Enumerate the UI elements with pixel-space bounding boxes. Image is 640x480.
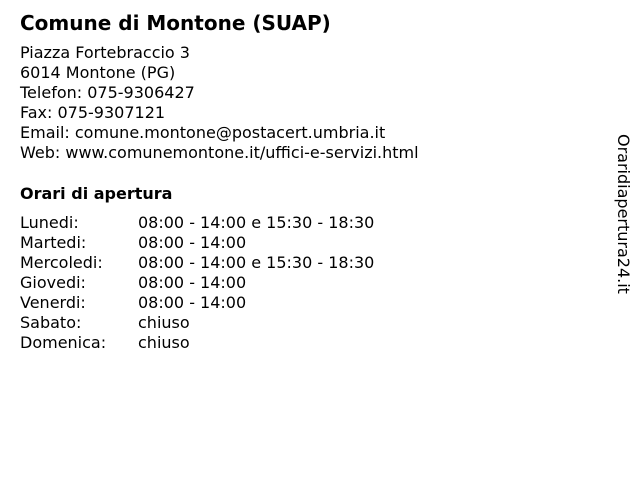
day-label: Sabato:: [20, 313, 82, 332]
hours-row-mercoledi: [20, 253, 374, 273]
day-label: Giovedi:: [20, 273, 86, 292]
hours-value: 08:00 - 14:00: [138, 233, 247, 252]
opening-hours-table: [20, 213, 374, 353]
website-url: Web: www.comunemontone.it/uffici-e-servizi.html: [20, 143, 419, 162]
hours-row-lunedi: [20, 213, 374, 233]
hours-value: 08:00 - 14:00: [138, 293, 247, 312]
fax-number: Fax: 075-9307121: [20, 103, 166, 122]
day-label: Mercoledi:: [20, 253, 103, 272]
email-address: Email: comune.montone@postacert.umbria.it: [20, 123, 386, 142]
phone-number: Telefon: 075-9306427: [20, 83, 195, 102]
site-watermark: Oraridiapertura24.it: [614, 134, 633, 294]
day-label: Venerdi:: [20, 293, 86, 312]
address-street: Piazza Fortebraccio 3: [20, 43, 190, 62]
hours-value: 08:00 - 14:00: [138, 273, 247, 292]
day-label: Martedi:: [20, 233, 87, 252]
opening-hours-heading: Orari di apertura: [20, 184, 173, 203]
hours-row-domenica: [20, 333, 374, 353]
hours-value: chiuso: [138, 333, 190, 352]
day-label: Domenica:: [20, 333, 107, 352]
hours-value: 08:00 - 14:00 e 15:30 - 18:30: [138, 253, 375, 272]
page-title: Comune di Montone (SUAP): [20, 11, 331, 35]
contact-info: [20, 43, 419, 163]
day-label: Lunedi:: [20, 213, 79, 232]
hours-value: 08:00 - 14:00 e 15:30 - 18:30: [138, 213, 375, 232]
hours-row-sabato: [20, 313, 374, 333]
hours-row-venerdi: [20, 293, 374, 313]
hours-value: chiuso: [138, 313, 190, 332]
address-city: 6014 Montone (PG): [20, 63, 176, 82]
hours-row-giovedi: [20, 273, 374, 293]
hours-row-martedi: [20, 233, 374, 253]
